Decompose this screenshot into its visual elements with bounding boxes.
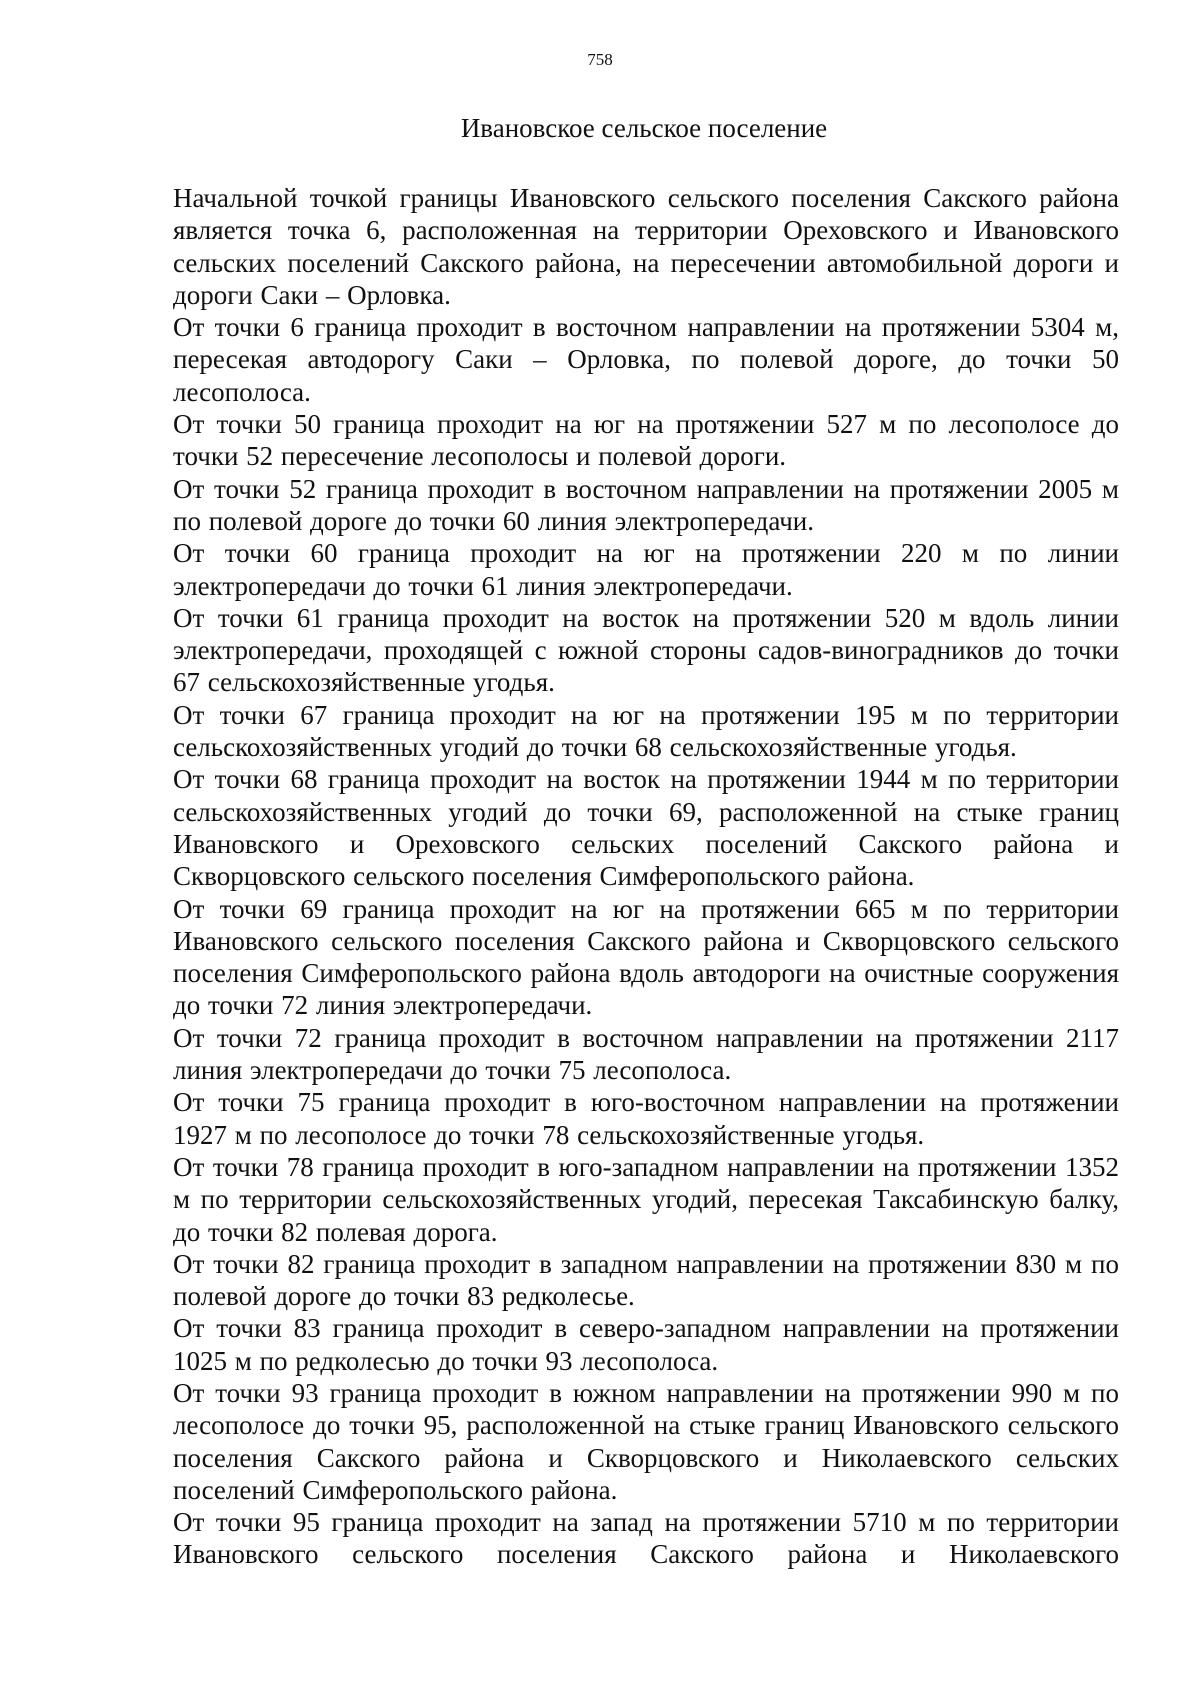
paragraph-4: От точки 52 граница проходит в восточном направлении на протяжении 2005 м по полевой дороге до точки 60 линия электропередачи. xyxy=(173,473,1119,536)
paragraph-14: От точки 83 граница проходит в северо-западном направлении на протяжении 1025 м по редколесью до точки 93 лесополоса. xyxy=(173,1313,1119,1376)
paragraph-15: От точки 93 граница проходит в южном направлении на протяжении 990 м по лесополосе до точки 95, расположенной на стыке границ Ивановского сельского поселения Сакского района и Скворцовского и Николаевского сельских поселений Симферопольского района. xyxy=(173,1377,1119,1505)
paragraph-5: От точки 60 граница проходит на юг на протяжении 220 м по линии электропередачи до точки 61 линия электропередачи. xyxy=(173,538,1119,601)
paragraph-7: От точки 67 граница проходит на юг на протяжении 195 м по территории сельскохозяйственных угодий до точки 68 сельскохозяйственные угодья. xyxy=(173,699,1119,763)
page-number: 758 xyxy=(587,50,613,69)
paragraph-2: От точки 6 граница проходит в восточном направлении на протяжении 5304 м, пересекая автодорогу Саки – Орловка, по полевой дороге, до точки 50 лесополоса. xyxy=(173,312,1119,407)
paragraph-12: От точки 78 граница проходит в юго-западном направлении на протяжении 1352 м по территории сельскохозяйственных угодий, пересекая Таксабинскую балку, до точки 82 полевая дорога. xyxy=(173,1151,1119,1247)
paragraph-9: От точки 69 граница проходит на юг на протяжении 665 м по территории Ивановского сельского поселения Сакского района и Скворцовского сельского поселения Симферопольского района вдоль автодороги на очистные сооружения до точки 72 линия электропередачи. xyxy=(173,893,1119,1021)
paragraph-16: От точки 95 граница проходит на запад на протяжении 5710 м по территории Ивановского сельского поселения Сакского района и Николаевского xyxy=(173,1507,1119,1570)
paragraph-3: От точки 50 граница проходит на юг на протяжении 527 м по лесополосе до точки 52 пересечение лесополосы и полевой дороги. xyxy=(173,409,1119,472)
paragraph-6: От точки 61 граница проходит на восток на протяжении 520 м вдоль линии электропередачи, проходящей с южной стороны садов-виноградников до точки 67 сельскохозяйственные угодья. xyxy=(173,602,1119,698)
paragraph-11: От точки 75 граница проходит в юго-восточном направлении на протяжении 1927 м по лесополосе до точки 78 сельскохозяйственные угодья. xyxy=(173,1087,1119,1150)
paragraph-10: От точки 72 граница проходит в восточном направлении на протяжении 2117 линия электропередачи до точки 75 лесополоса. xyxy=(173,1022,1119,1086)
paragraph-13: От точки 82 граница проходит в западном направлении на протяжении 830 м по полевой дороге до точки 83 редколесье. xyxy=(173,1248,1119,1312)
paragraph-1: Начальной точкой границы Ивановского сельского поселения Сакского района является точка 6, расположенная на территории Ореховского и Ивановского сельских поселений Сакского района, на пересечении автомобильной дороги и дороги Саки – Орловка. xyxy=(173,183,1119,310)
paragraph-8: От точки 68 граница проходит на восток на протяжении 1944 м по территории сельскохозяйственных угодий до точки 69, расположенной на стыке границ Ивановского и Ореховского сельских поселений Сакского района и Скворцовского сельского поселения Симферопольского района. xyxy=(173,764,1119,892)
page-title: Ивановское сельское поселение xyxy=(460,113,828,143)
document-body xyxy=(173,182,1119,1571)
